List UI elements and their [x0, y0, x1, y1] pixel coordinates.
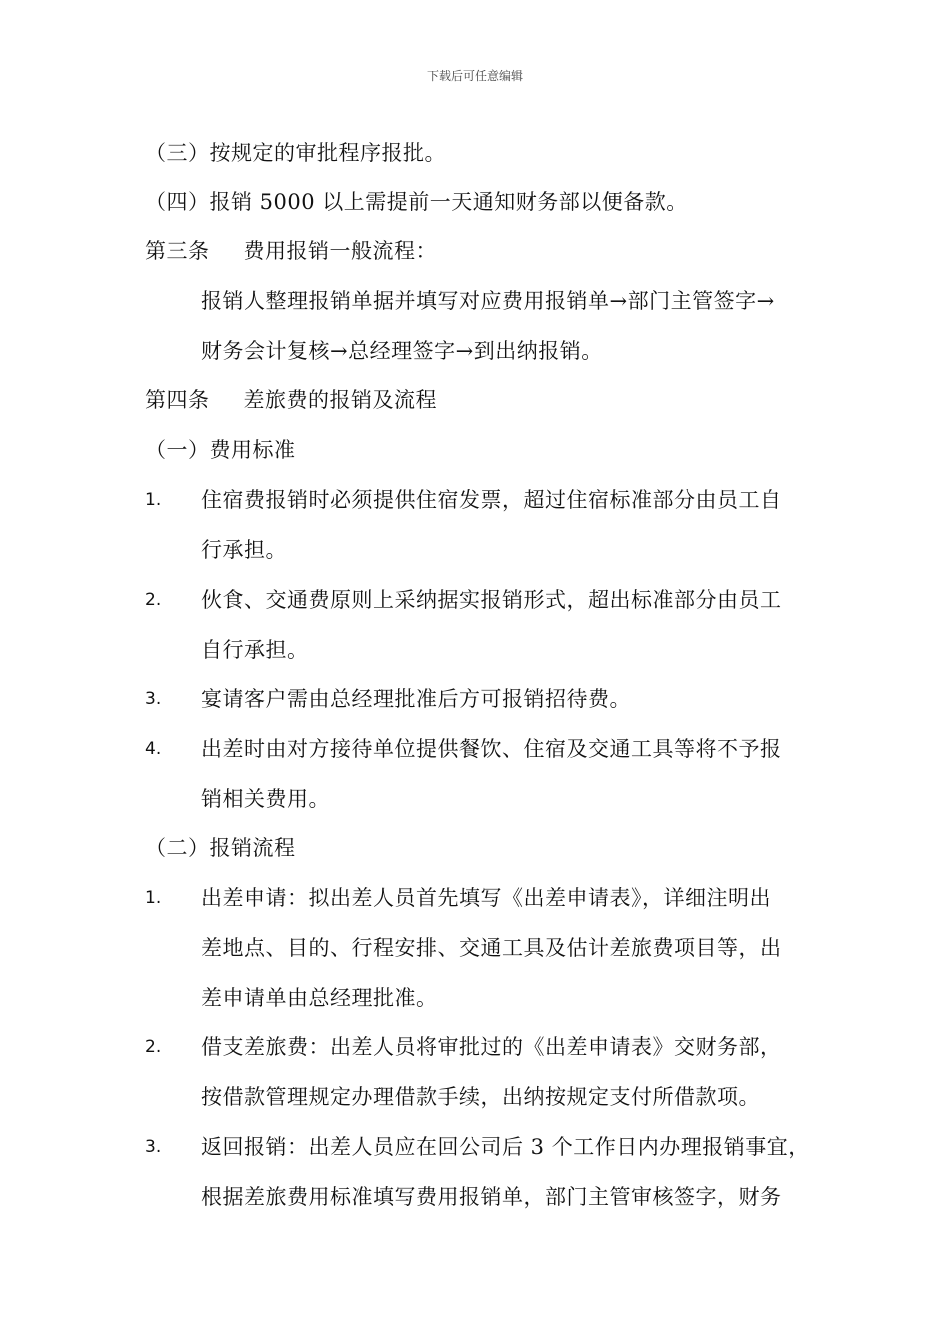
list-number: 4. [145, 739, 162, 759]
list-number: 2. [145, 590, 162, 610]
list-item-line: 伙食、交通费原则上采纳据实报销形式，超出标准部分由员工 [201, 588, 782, 612]
list-item-line: 宴请客户需由总经理批准后方可报销招待费。 [201, 687, 631, 711]
list-item-line: 根据差旅费用标准填写费用报销单，部门主管审核签字，财务 [201, 1185, 782, 1209]
list-number: 3. [145, 689, 162, 709]
page-header: 下载后可任意编辑 [426, 69, 523, 83]
list-item-line: 返回报销：出差人员应在回公司后 3 个工作日内办理报销事宜， [201, 1135, 810, 1159]
list-item-line: 出差时由对方接待单位提供餐饮、住宿及交通工具等将不予报 [201, 737, 782, 761]
article-title: 费用报销一般流程： [243, 239, 437, 263]
list-item-line: 自行承担。 [201, 638, 309, 662]
article-number: 第四条 [145, 388, 210, 412]
article-heading [145, 385, 437, 415]
list-number: 1. [145, 888, 162, 908]
article-title: 差旅费的报销及流程 [243, 388, 437, 412]
flow-line: 报销人整理报销单据并填写对应费用报销单→部门主管签字→ [201, 289, 775, 313]
article-heading [145, 236, 437, 266]
list-item-line: 差申请单由总经理批准。 [201, 986, 438, 1010]
list-item-line: 按借款管理规定办理借款手续，出纳按规定支付所借款项。 [201, 1085, 760, 1109]
list-number: 3. [145, 1137, 162, 1157]
list-item-line: 差地点、目的、行程安排、交通工具及估计差旅费项目等，出 [201, 936, 782, 960]
list-item-line: 行承担。 [201, 538, 287, 562]
clause-line: （三）按规定的审批程序报批。 [145, 141, 446, 165]
list-item-line: 住宿费报销时必须提供住宿发票，超过住宿标准部分由员工自 [201, 488, 782, 512]
section-title: （一）费用标准 [145, 438, 296, 462]
flow-line: 财务会计复核→总经理签字→到出纳报销。 [201, 339, 603, 363]
article-number: 第三条 [145, 239, 210, 263]
list-item-line: 销相关费用。 [201, 787, 330, 811]
list-item-line: 借支差旅费：出差人员将审批过的《出差申请表》交财务部， [201, 1035, 782, 1059]
clause-line: （四）报销 5000 以上需提前一天通知财务部以便备款。 [145, 190, 688, 214]
list-number: 2. [145, 1037, 162, 1057]
list-number: 1. [145, 490, 162, 510]
section-title: （二）报销流程 [145, 836, 296, 860]
list-item-line: 出差申请：拟出差人员首先填写《出差申请表》，详细注明出 [201, 886, 771, 910]
